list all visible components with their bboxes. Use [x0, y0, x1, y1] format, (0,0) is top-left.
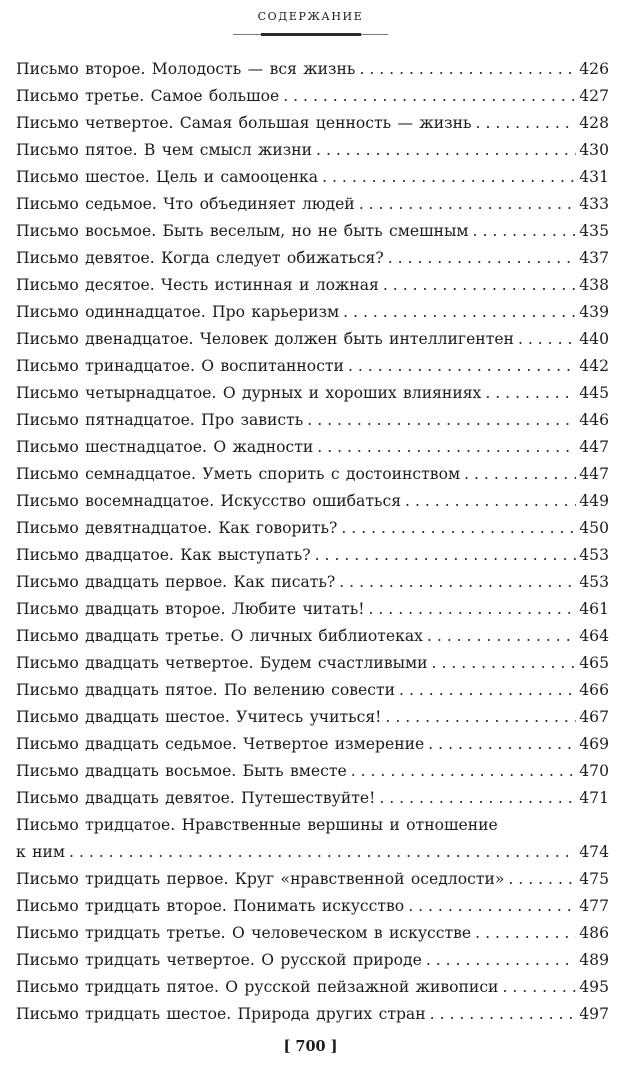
toc-entry-title: Письмо шестое. Цель и самооценка [16, 168, 319, 186]
toc-entry[interactable] [16, 947, 609, 974]
dot-leader [322, 164, 576, 191]
dot-leader [383, 272, 576, 299]
toc-entry[interactable] [16, 434, 609, 461]
dot-leader [379, 785, 576, 812]
toc-entry[interactable] [16, 515, 609, 542]
toc-entry-page: 475 [579, 870, 609, 888]
toc-entry[interactable] [16, 137, 609, 164]
toc-entry-page: 453 [579, 573, 609, 591]
toc-entry-page: 433 [579, 195, 609, 213]
toc-entry-title: Письмо двадцатое. Как выступать? [16, 546, 311, 564]
toc-entry-page: 466 [579, 681, 609, 699]
dot-leader [476, 110, 577, 137]
toc-entry-page: 431 [579, 168, 609, 186]
dot-leader [399, 677, 576, 704]
toc-entry[interactable] [16, 461, 609, 488]
toc-entry[interactable] [16, 299, 609, 326]
dot-leader [428, 731, 576, 758]
toc-entry-page: 470 [579, 762, 609, 780]
toc-entry-page: 428 [579, 114, 609, 132]
toc-entry-title: Письмо четырнадцатое. О дурных и хороших влияниях [16, 384, 482, 402]
toc-entry[interactable] [16, 56, 609, 83]
dot-leader [518, 326, 576, 353]
dot-leader [432, 650, 577, 677]
toc-entry-page: 445 [579, 384, 609, 402]
toc-entry[interactable] [16, 1001, 609, 1028]
toc-entry[interactable] [16, 704, 609, 731]
dot-leader [426, 947, 576, 974]
toc-entry-title: Письмо тридцать третье. О человеческом в искусстве [16, 924, 472, 942]
toc-entry-title: Письмо двадцать четвертое. Будем счастливыми [16, 654, 428, 672]
toc-entry-page: 437 [579, 249, 609, 267]
toc-entry[interactable] [16, 218, 609, 245]
toc-entry-title: Письмо третье. Самое большое [16, 87, 280, 105]
toc-entry[interactable] [16, 164, 609, 191]
dot-leader [341, 515, 576, 542]
toc-entry-title: Письмо двадцать пятое. По велению совести [16, 681, 396, 699]
toc-entry[interactable] [16, 272, 609, 299]
toc-entry[interactable] [16, 326, 609, 353]
dot-leader [283, 83, 576, 110]
toc-entry-title: Письмо двадцать второе. Любите читать! [16, 600, 365, 618]
toc-entry-multiline[interactable] [16, 812, 609, 866]
toc-entry-title: Письмо второе. Молодость — вся жизнь [16, 60, 356, 78]
toc-entry[interactable] [16, 974, 609, 1001]
toc-entry-title: Письмо тридцать первое. Круг «нравственной оседлости» [16, 870, 505, 888]
toc-entry-title-line2: к ним [16, 843, 66, 861]
dot-leader [430, 1001, 577, 1028]
toc-entry-page: 486 [579, 924, 609, 942]
page-number: [ 700 ] [283, 1038, 338, 1055]
toc-entry[interactable] [16, 191, 609, 218]
dot-leader [388, 245, 577, 272]
toc-entry-title: Письмо тринадцатое. О воспитанности [16, 357, 344, 375]
dot-leader [317, 434, 576, 461]
dot-leader [473, 218, 577, 245]
toc-entry-title: Письмо двадцать седьмое. Четвертое измерение [16, 735, 425, 753]
toc-entry-page: 447 [579, 465, 609, 483]
toc-entry[interactable] [16, 731, 609, 758]
toc-entry-page: 439 [579, 303, 609, 321]
toc-entry-title: Письмо пятнадцатое. Про зависть [16, 411, 304, 429]
toc-entry[interactable] [16, 893, 609, 920]
toc-entry-title: Письмо двадцать первое. Как писать? [16, 573, 336, 591]
dot-leader [339, 569, 576, 596]
toc-entry-page: 450 [579, 519, 609, 537]
toc-entry-title: Письмо тридцать шестое. Природа других стран [16, 1005, 426, 1023]
toc-entry-page: 440 [579, 330, 609, 348]
toc-entry-page: 469 [579, 735, 609, 753]
dot-leader [69, 839, 576, 866]
toc-entry[interactable] [16, 245, 609, 272]
dot-leader [475, 920, 576, 947]
toc-entry-page: 465 [579, 654, 609, 672]
dot-leader [343, 299, 576, 326]
toc-entry-title: Письмо десятое. Честь истинная и ложная [16, 276, 379, 294]
toc-entry-title: Письмо тридцать второе. Понимать искусство [16, 897, 405, 915]
dot-leader [502, 974, 576, 1001]
dot-leader [408, 893, 576, 920]
toc-entry-page: 453 [579, 546, 609, 564]
toc-entry-title: Письмо двадцать девятое. Путешествуйте! [16, 789, 376, 807]
toc-entry-title: Письмо одиннадцатое. Про карьеризм [16, 303, 340, 321]
toc-entry-title: Письмо тридцать пятое. О русской пейзажной живописи [16, 978, 499, 996]
dot-leader [359, 56, 576, 83]
table-of-contents [16, 56, 609, 1028]
toc-entry[interactable] [16, 866, 609, 893]
toc-entry[interactable] [16, 920, 609, 947]
dot-leader [405, 488, 576, 515]
toc-entry-page: 426 [579, 60, 609, 78]
toc-entry-title: Письмо восьмое. Быть веселым, но не быть смешным [16, 222, 469, 240]
dot-leader [464, 461, 576, 488]
toc-entry-page: 471 [579, 789, 609, 807]
toc-entry-page: 430 [579, 141, 609, 159]
toc-entry-page: 427 [579, 87, 609, 105]
toc-entry-page: 495 [579, 978, 609, 996]
toc-entry-title: Письмо девятнадцатое. Как говорить? [16, 519, 338, 537]
toc-entry-title: Письмо двенадцатое. Человек должен быть интеллигентен [16, 330, 514, 348]
toc-entry-page: 474 [579, 843, 609, 861]
toc-entry[interactable] [16, 623, 609, 650]
toc-entry-title: Письмо двадцать восьмое. Быть вместе [16, 762, 347, 780]
toc-entry-title: Письмо шестнадцатое. О жадности [16, 438, 314, 456]
dot-leader [368, 596, 576, 623]
toc-entry-page: 442 [579, 357, 609, 375]
dot-leader [348, 353, 576, 380]
dot-leader [427, 623, 576, 650]
dot-leader [485, 380, 576, 407]
toc-entry-title: Письмо седьмое. Что объединяет людей [16, 195, 355, 213]
toc-entry[interactable] [16, 380, 609, 407]
toc-entry-page: 446 [579, 411, 609, 429]
toc-entry[interactable] [16, 83, 609, 110]
toc-entry-page: 477 [579, 897, 609, 915]
toc-entry[interactable] [16, 596, 609, 623]
toc-entry-page: 449 [579, 492, 609, 510]
dot-leader [385, 704, 576, 731]
toc-entry[interactable] [16, 407, 609, 434]
toc-entry-page: 464 [579, 627, 609, 645]
toc-entry-title: Письмо тридцать четвертое. О русской природе [16, 951, 422, 969]
toc-entry-page: 438 [579, 276, 609, 294]
toc-entry-title: Письмо пятое. В чем смысл жизни [16, 141, 313, 159]
toc-entry[interactable] [16, 785, 609, 812]
toc-entry-page: 461 [579, 600, 609, 618]
toc-entry-title: Письмо двадцать шестое. Учитесь учиться! [16, 708, 382, 726]
header-rule-accent [261, 33, 361, 36]
toc-entry-title: Письмо восемнадцатое. Искусство ошибаться [16, 492, 402, 510]
dot-leader [359, 191, 577, 218]
toc-entry-page: 497 [579, 1005, 609, 1023]
toc-entry[interactable] [16, 650, 609, 677]
toc-entry-line2 [16, 839, 609, 866]
toc-entry-page: 467 [579, 708, 609, 726]
toc-entry-page: 447 [579, 438, 609, 456]
toc-entry-title: Письмо двадцать третье. О личных библиотеках [16, 627, 423, 645]
toc-entry-page: 489 [579, 951, 609, 969]
toc-entry[interactable] [16, 569, 609, 596]
toc-entry-title: Письмо семнадцатое. Уметь спорить с достоинством [16, 465, 461, 483]
toc-entry[interactable] [16, 488, 609, 515]
running-head-title: СОДЕРЖАНИЕ [257, 10, 364, 23]
toc-entry-title: Письмо девятое. Когда следует обижаться? [16, 249, 384, 267]
toc-entry[interactable] [16, 542, 609, 569]
toc-entry-page: 435 [579, 222, 609, 240]
toc-entry-title: Письмо четвертое. Самая большая ценность — жизнь [16, 114, 472, 132]
toc-entry[interactable] [16, 353, 609, 380]
dot-leader [351, 758, 577, 785]
toc-entry[interactable] [16, 677, 609, 704]
toc-entry[interactable] [16, 758, 609, 785]
toc-entry[interactable] [16, 110, 609, 137]
dot-leader [315, 542, 577, 569]
toc-entry-title-line1: Письмо тридцатое. Нравственные вершины и отношение [16, 816, 498, 834]
dot-leader [508, 866, 576, 893]
dot-leader [307, 407, 576, 434]
dot-leader [316, 137, 576, 164]
